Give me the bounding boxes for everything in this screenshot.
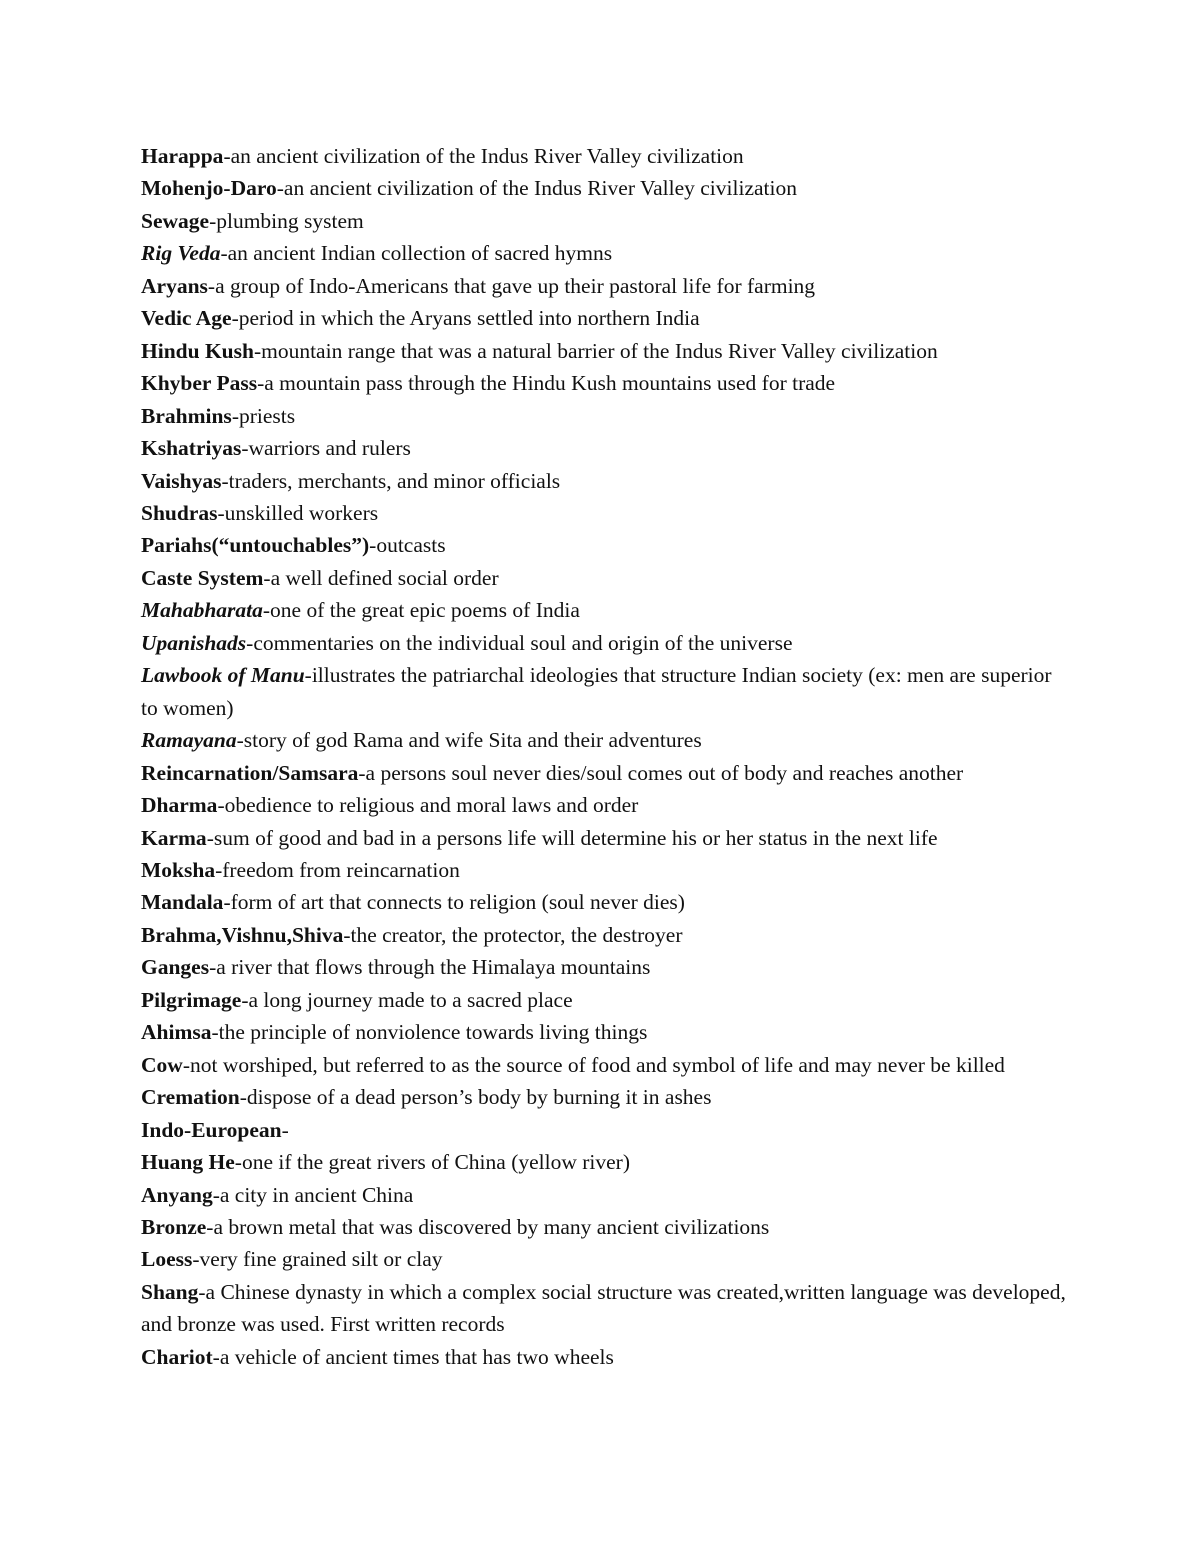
glossary-term: Indo-European — [141, 1117, 282, 1142]
glossary-entry — [141, 205, 1071, 237]
glossary-term: Karma — [141, 825, 207, 850]
glossary-entry — [141, 465, 1071, 497]
glossary-definition: -form of art that connects to religion (soul never dies) — [223, 890, 685, 915]
glossary-term: Hindu Kush — [141, 338, 254, 363]
glossary-term: Vedic Age — [141, 306, 232, 331]
glossary-entry — [141, 529, 1071, 561]
glossary-entry — [141, 984, 1071, 1016]
glossary-definition: -a well defined social order — [263, 565, 499, 590]
glossary-entry — [141, 724, 1071, 756]
glossary-entry — [141, 1146, 1071, 1178]
glossary-definition: -a group of Indo-Americans that gave up their pastoral life for farming — [207, 273, 816, 298]
glossary-entry — [141, 237, 1071, 269]
glossary-entry — [141, 854, 1071, 886]
glossary-entry — [141, 1211, 1071, 1243]
glossary-term: Mahabharata — [141, 598, 263, 623]
glossary-term: Rig Veda — [141, 241, 221, 266]
glossary-term: Anyang — [141, 1182, 213, 1207]
glossary-definition: -a persons soul never dies/soul comes out of body and reaches another — [358, 760, 964, 785]
glossary-entry — [141, 789, 1071, 821]
glossary-definition: -plumbing system — [209, 208, 364, 233]
glossary-term: Caste System — [141, 565, 264, 590]
glossary-definition: -a long journey made to a sacred place — [241, 987, 573, 1012]
glossary-entry — [141, 1049, 1071, 1081]
glossary-definition: -a Chinese dynasty in which a complex social structure was created,written language was developed, and bronze was used. First written records — [141, 1279, 1066, 1337]
glossary-entry — [141, 497, 1071, 529]
glossary-term: Aryans — [141, 273, 208, 298]
glossary-definition: -the principle of nonviolence towards living things — [211, 1020, 648, 1045]
glossary-list — [141, 140, 1071, 1373]
glossary-definition: -freedom from reincarnation — [215, 857, 460, 882]
glossary-definition: - — [281, 1117, 289, 1142]
glossary-definition: -a vehicle of ancient times that has two wheels — [212, 1344, 614, 1369]
glossary-definition: -sum of good and bad in a persons life will determine his or her status in the next life — [206, 825, 938, 850]
glossary-term: Dharma — [141, 793, 218, 818]
glossary-term: Loess — [141, 1247, 193, 1272]
glossary-entry — [141, 400, 1071, 432]
glossary-definition: -illustrates the patriarchal ideologies that structure Indian society (ex: men are superior to women) — [141, 663, 1052, 720]
glossary-definition: -a city in ancient China — [212, 1182, 414, 1207]
glossary-definition: -not worshiped, but referred to as the source of food and symbol of life and may never be killed — [182, 1052, 1005, 1077]
glossary-definition: -warriors and rulers — [241, 436, 411, 461]
glossary-entry — [141, 1179, 1071, 1211]
glossary-entry — [141, 1276, 1071, 1341]
glossary-definition: -one of the great epic poems of India — [262, 598, 580, 623]
glossary-entry — [141, 757, 1071, 789]
glossary-definition: -mountain range that was a natural barrier of the Indus River Valley civilization — [253, 338, 938, 363]
glossary-definition: -a brown metal that was discovered by many ancient civilizations — [206, 1214, 770, 1239]
glossary-term: Reincarnation/Samsara — [141, 760, 359, 785]
glossary-entry — [141, 1341, 1071, 1373]
glossary-term: Mohenjo-Daro — [141, 176, 277, 201]
glossary-term: Pilgrimage — [141, 987, 242, 1012]
glossary-entry — [141, 951, 1071, 983]
glossary-term: Ganges — [141, 955, 210, 980]
glossary-entry — [141, 1114, 1071, 1146]
glossary-definition: -very fine grained silt or clay — [192, 1247, 443, 1272]
glossary-term: Cremation — [141, 1085, 240, 1110]
glossary-term: Brahma,Vishnu,Shiva — [141, 922, 344, 947]
glossary-definition: -a mountain pass through the Hindu Kush mountains used for trade — [257, 371, 836, 396]
glossary-term: Lawbook of Manu — [141, 663, 305, 688]
glossary-term: Kshatriyas — [141, 436, 242, 461]
glossary-entry — [141, 335, 1071, 367]
glossary-term: Shang — [141, 1279, 199, 1304]
glossary-entry — [141, 1081, 1071, 1113]
glossary-entry — [141, 659, 1071, 724]
glossary-definition: -traders, merchants, and minor officials — [221, 468, 561, 493]
glossary-entry — [141, 432, 1071, 464]
glossary-term: Chariot — [141, 1344, 213, 1369]
glossary-entry — [141, 919, 1071, 951]
glossary-entry — [141, 627, 1071, 659]
glossary-term: Sewage — [141, 208, 210, 233]
glossary-term: Pariahs(“untouchables”) — [141, 533, 370, 558]
glossary-term: Ahimsa — [141, 1020, 212, 1045]
glossary-entry — [141, 562, 1071, 594]
glossary-definition: -dispose of a dead person’s body by burning it in ashes — [239, 1085, 712, 1110]
glossary-entry — [141, 140, 1071, 172]
glossary-term: Shudras — [141, 500, 218, 525]
glossary-term: Cow — [141, 1052, 183, 1077]
glossary-entry — [141, 886, 1071, 918]
glossary-definition: -commentaries on the individual soul and origin of the universe — [246, 630, 793, 655]
glossary-definition: -period in which the Aryans settled into northern India — [231, 306, 700, 331]
glossary-definition: -an ancient civilization of the Indus River Valley civilization — [276, 176, 797, 201]
glossary-definition: -an ancient civilization of the Indus River Valley civilization — [223, 144, 744, 168]
glossary-entry — [141, 367, 1071, 399]
glossary-definition: -priests — [231, 403, 296, 428]
glossary-definition: -outcasts — [369, 533, 446, 558]
glossary-term: Bronze — [141, 1214, 207, 1239]
glossary-entry — [141, 172, 1071, 204]
glossary-term: Khyber Pass — [141, 371, 258, 396]
glossary-term: Harappa — [141, 144, 224, 168]
glossary-definition: -unskilled workers — [217, 500, 379, 525]
glossary-term: Brahmins — [141, 403, 232, 428]
glossary-term: Ramayana — [141, 728, 237, 753]
glossary-term: Vaishyas — [141, 468, 222, 493]
glossary-definition: -an ancient Indian collection of sacred hymns — [220, 241, 613, 266]
glossary-entry — [141, 302, 1071, 334]
glossary-entry — [141, 822, 1071, 854]
glossary-entry — [141, 270, 1071, 302]
glossary-entry — [141, 1243, 1071, 1275]
glossary-definition: -a river that flows through the Himalaya mountains — [209, 955, 651, 980]
glossary-term: Mandala — [141, 890, 224, 915]
glossary-entry — [141, 594, 1071, 626]
glossary-term: Moksha — [141, 857, 216, 882]
glossary-term: Upanishads — [141, 630, 247, 655]
glossary-definition: -the creator, the protector, the destroyer — [343, 922, 683, 947]
glossary-definition: -story of god Rama and wife Sita and their adventures — [236, 728, 702, 753]
glossary-definition: -one if the great rivers of China (yellow river) — [234, 1150, 630, 1175]
glossary-definition: -obedience to religious and moral laws and order — [217, 793, 639, 818]
glossary-term: Huang He — [141, 1150, 235, 1175]
glossary-entry — [141, 1016, 1071, 1048]
